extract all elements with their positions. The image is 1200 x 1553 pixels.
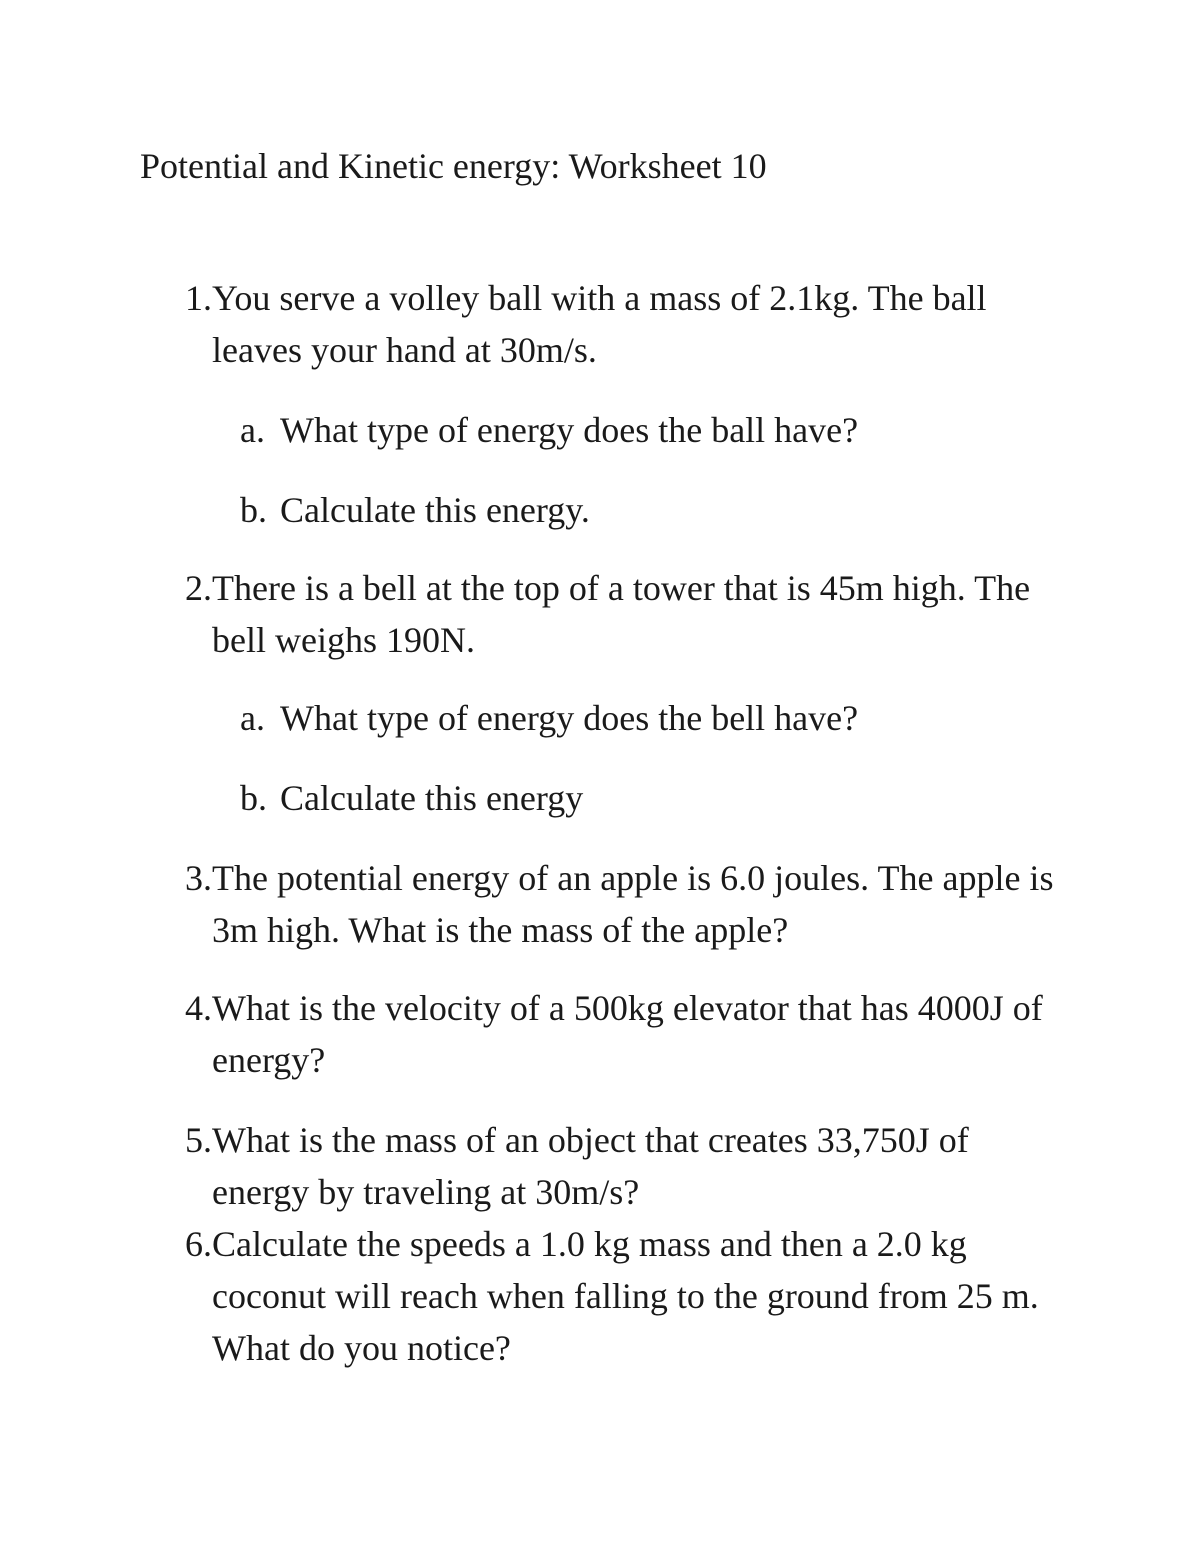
- sub-letter: a.: [240, 410, 265, 450]
- question-number: 1.: [185, 278, 212, 318]
- question-text: Calculate the speeds a 1.0 kg mass and then a 2.0 kg coconut will reach when falling to the ground from 25 m. What do you notice?: [212, 1224, 1039, 1368]
- question-1: [170, 272, 1070, 376]
- sub-letter: b.: [240, 490, 267, 530]
- sub-letter: b.: [240, 778, 267, 818]
- question-1-part-a: [240, 404, 1040, 456]
- question-number: 2.: [185, 568, 212, 608]
- question-2-part-b: [240, 772, 1040, 824]
- question-4: [170, 982, 1070, 1086]
- question-5: [170, 1114, 1070, 1218]
- sub-text: What type of energy does the ball have?: [280, 410, 859, 450]
- question-text: The potential energy of an apple is 6.0 joules. The apple is 3m high. What is the mass of the apple?: [212, 858, 1054, 950]
- sub-text: Calculate this energy: [280, 778, 584, 818]
- question-text: There is a bell at the top of a tower that is 45m high. The bell weighs 190N.: [212, 568, 1031, 660]
- question-number: 3.: [185, 858, 212, 898]
- sub-text: Calculate this energy.: [280, 490, 590, 530]
- sub-text: What type of energy does the bell have?: [280, 698, 859, 738]
- question-1-part-b: [240, 484, 1040, 536]
- question-6: [170, 1218, 1070, 1374]
- question-number: 5.: [185, 1120, 212, 1160]
- question-number: 6.: [185, 1224, 212, 1264]
- worksheet-title: Potential and Kinetic energy: Worksheet 10: [140, 146, 767, 186]
- question-number: 4.: [185, 988, 212, 1028]
- question-2-part-a: [240, 692, 1040, 744]
- question-text: What is the velocity of a 500kg elevator that has 4000J of energy?: [212, 988, 1043, 1080]
- question-2: [170, 562, 1070, 666]
- question-text: You serve a volley ball with a mass of 2.1kg. The ball leaves your hand at 30m/s.: [212, 278, 987, 370]
- question-3: [170, 852, 1070, 956]
- question-text: What is the mass of an object that creates 33,750J of energy by traveling at 30m/s?: [212, 1120, 969, 1212]
- sub-letter: a.: [240, 698, 265, 738]
